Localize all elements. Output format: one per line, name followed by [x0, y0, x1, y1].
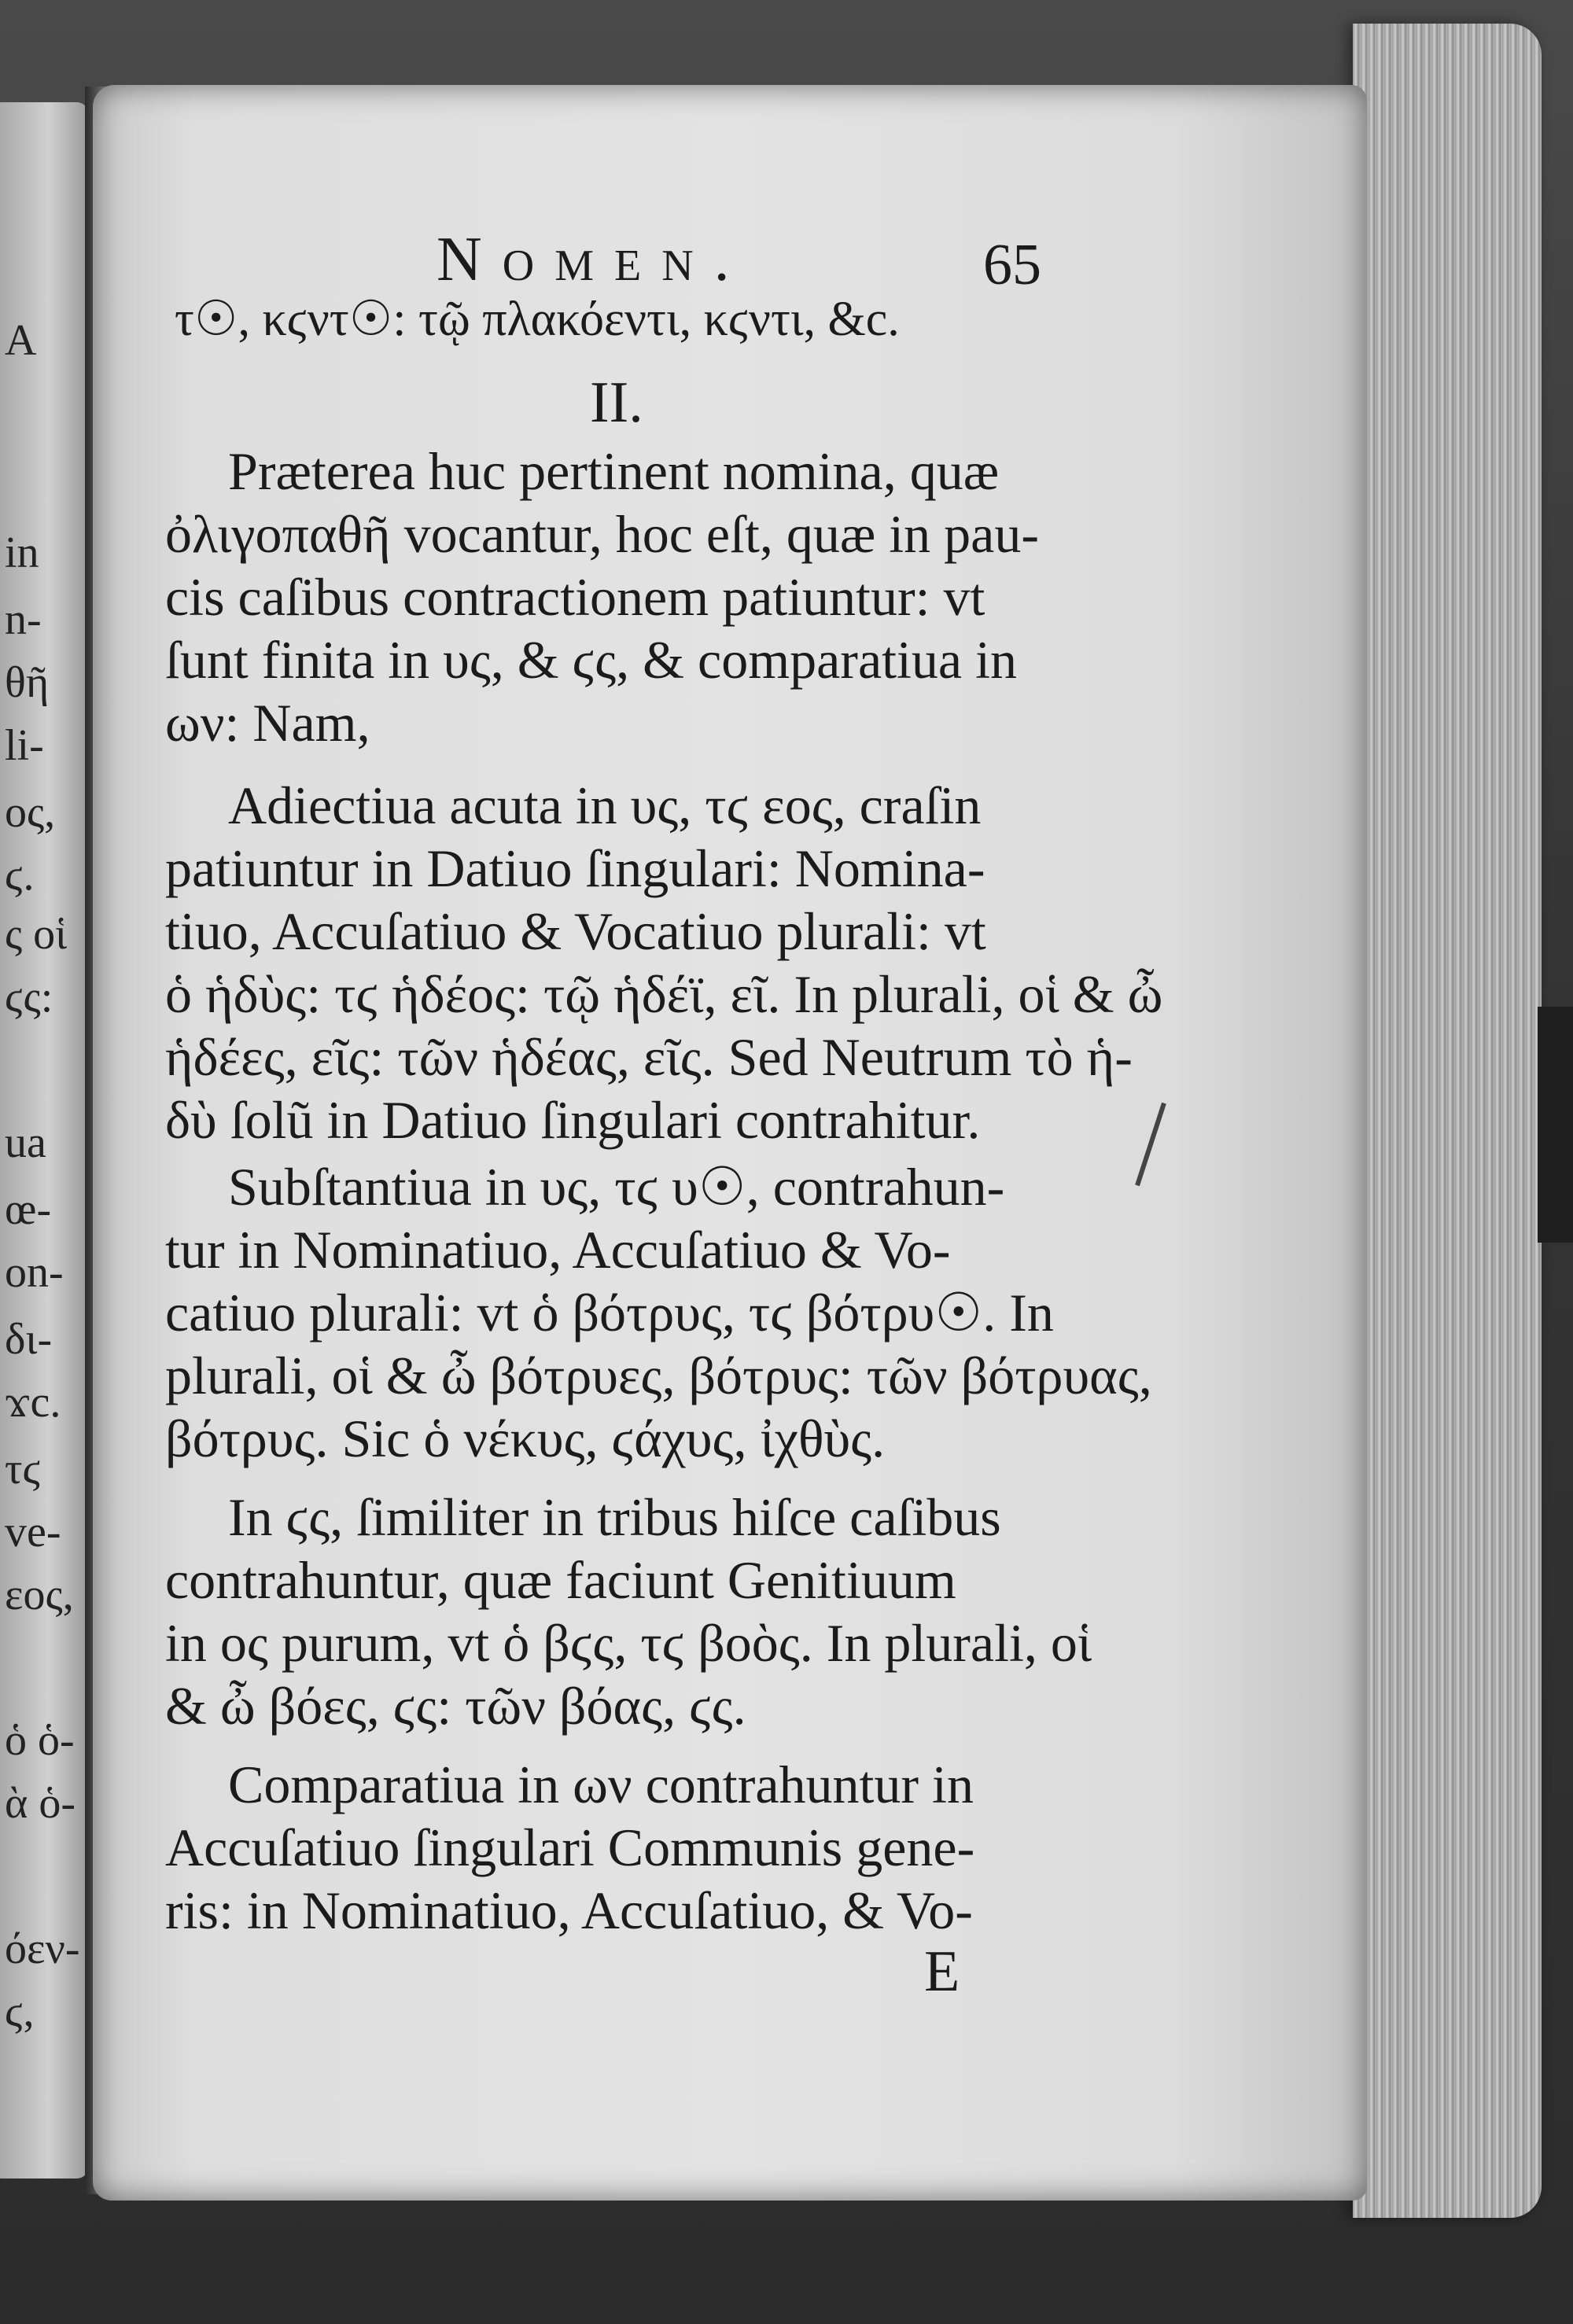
- text-line: In ϛς, ſimiliter in tribus hiſce caſibus: [228, 1487, 1001, 1547]
- left-fragment: ua: [5, 1118, 46, 1167]
- left-fragment: θῆ: [5, 658, 50, 707]
- text-line: tur in Nominatiuo, Accuſatiuo & Vo-: [165, 1220, 951, 1280]
- text-line: ὁ ἡδὺς: τϛ ἡδέος: τῷ ἡδέϊ, εῖ. In plurali, οἱ & ὦ: [165, 964, 1163, 1024]
- left-fragment: ς οἱ: [5, 910, 68, 959]
- left-fragment: A: [5, 316, 37, 365]
- left-fragment: ος,: [5, 788, 56, 837]
- text-line: tiuo, Accuſatiuo & Vocatiuo plurali: vt: [165, 901, 986, 961]
- left-fragment: ve-: [5, 1508, 61, 1556]
- text-line: τ☉, κϛντ☉: τῷ πλακόεντι, κϛντι, &c.: [175, 293, 900, 346]
- text-line: cis caſibus contractionem patiuntur: vt: [165, 567, 985, 627]
- text-line: & ὦ βόες, ϛς: τῶν βόας, ϛς.: [165, 1676, 746, 1736]
- left-fragment: ϛς:: [5, 973, 53, 1022]
- text-line: patiuntur in Datiuo ſingulari: Nomina-: [165, 838, 985, 898]
- text-line: ων: Nam,: [165, 693, 370, 753]
- text-line: contrahuntur, quæ faciunt Genitiuum: [165, 1550, 956, 1610]
- left-fragment: on-: [5, 1248, 64, 1297]
- page-edges: [1353, 24, 1542, 2218]
- text-line: Subſtantiua in υς, τϛ υ☉, contrahun-: [228, 1157, 1005, 1217]
- left-fragment: n-: [5, 595, 42, 644]
- text-line: catiuo plurali: vt ὁ βότρυς, τϛ βότρυ☉. In: [165, 1283, 1054, 1342]
- left-fragment: ϛ,: [5, 1987, 35, 2036]
- left-fragment: ϛ.: [5, 851, 35, 900]
- left-fragment: εος,: [5, 1571, 74, 1619]
- text-line: Comparatiua in ων contrahuntur in: [228, 1755, 974, 1814]
- text-line: δὺ ſolũ in Datiuo ſingulari contrahitur.: [165, 1090, 981, 1150]
- binding-strap: [1538, 1007, 1573, 1243]
- left-fragment: li-: [5, 721, 44, 770]
- running-header: Nomen.: [437, 225, 750, 294]
- text-line: Accuſatiuo ſingulari Communis gene-: [165, 1818, 975, 1877]
- left-fragment: ϫc.: [5, 1378, 61, 1427]
- text-line: Adiectiua acuta in υς, τϛ εος, craſin: [228, 775, 982, 835]
- text-line: βότρυς. Sic ὁ νέκυς, ϛάχυς, ἰχθὺς.: [165, 1409, 886, 1468]
- left-fragment: ὁ ὁ-: [5, 1716, 75, 1765]
- signature-mark: E: [924, 1939, 960, 2004]
- page-number: 65: [983, 233, 1041, 297]
- left-fragment: œ-: [5, 1185, 52, 1234]
- text-line: ἡδέες, εῖς: τῶν ἡδέας, εῖς. Sed Neutrum τὸ ἡ-: [165, 1027, 1133, 1087]
- text-line: Præterea huc pertinent nomina, quæ: [228, 441, 1000, 501]
- left-fragment: δι-: [5, 1315, 53, 1364]
- left-fragment: όεν-: [5, 1924, 80, 1973]
- left-page-fragment: [0, 102, 88, 2179]
- left-fragment: ὰ ὁ-: [5, 1779, 76, 1828]
- text-line: in ος purum, vt ὁ βϛς, τϛ βοὸς. In plurali, οἱ: [165, 1613, 1092, 1673]
- text-line: ὀλιγοπαθῆ vocantur, hoc eſt, quæ in pau-: [165, 504, 1039, 564]
- section-number: II.: [590, 370, 643, 435]
- text-line: ris: in Nominatiuo, Accuſatiuo, & Vo-: [165, 1880, 973, 1940]
- left-fragment: τϛ: [5, 1445, 42, 1493]
- text-line: plurali, οἱ & ὦ βότρυες, βότρυς: τῶν βότρυας,: [165, 1346, 1152, 1405]
- left-fragment: in: [5, 529, 39, 577]
- text-line: ſunt finita in υς, & ϛς, & comparatiua in: [165, 630, 1017, 690]
